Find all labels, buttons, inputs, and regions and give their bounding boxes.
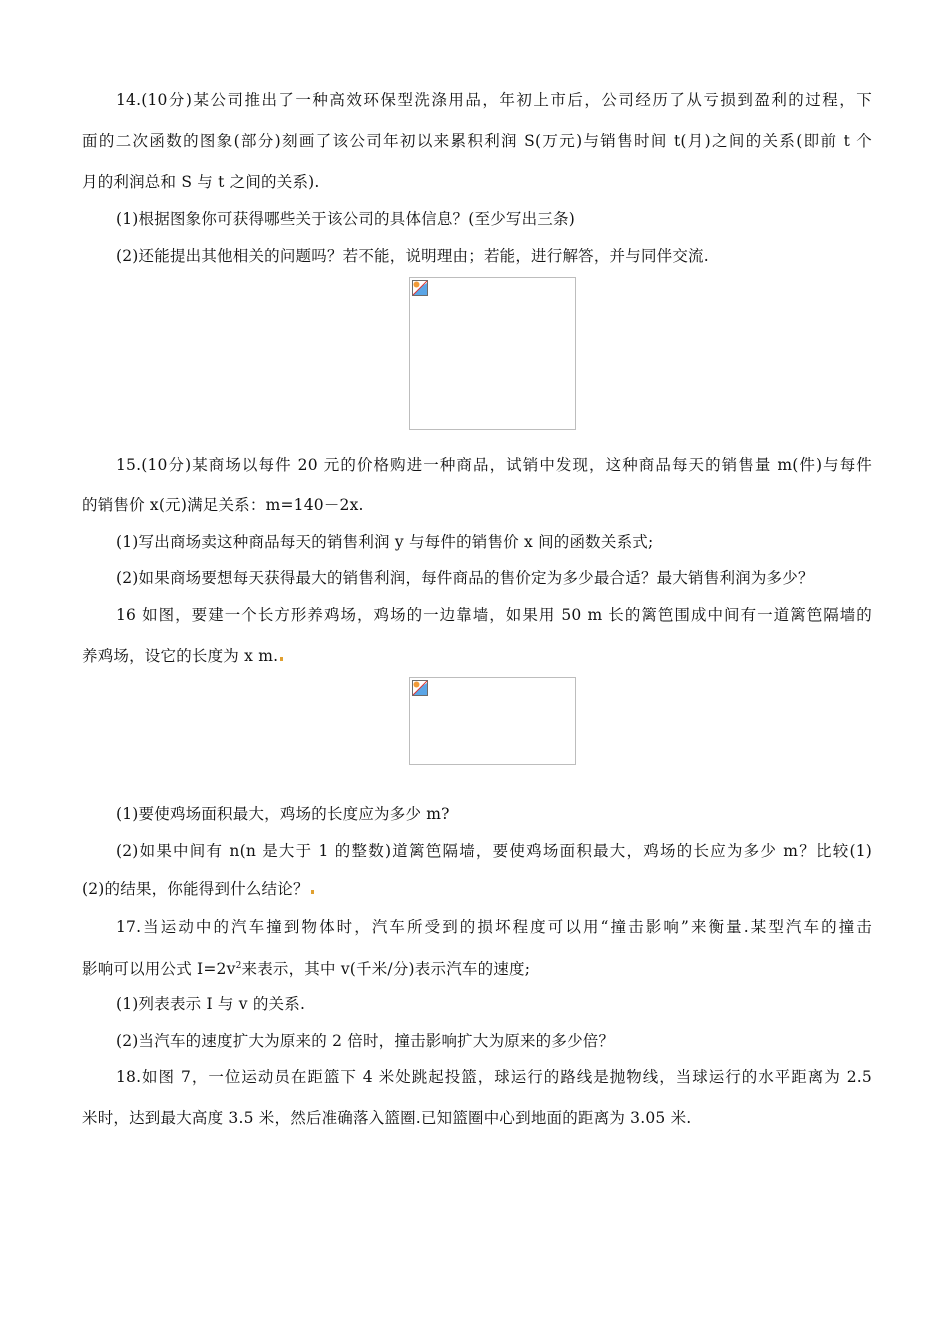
- q17-line-2: [82, 955, 872, 980]
- q17-line-1: 17.当运动中的汽车撞到物体时，汽车所受到的损坏程度可以用“撞击影响”来衡量.某型汽车的撞击: [116, 918, 872, 936]
- q15-line-2: 的销售价 x(元)满足关系：m=140－2x.: [82, 496, 364, 514]
- broken-image-icon: [412, 680, 428, 696]
- edit-mark: [280, 657, 283, 661]
- broken-image-icon: [412, 280, 428, 296]
- q14-line-1: 14.(10分)某公司推出了一种高效环保型洗涤用品，年初上市后，公司经历了从亏损到盈利的过程，下: [116, 91, 872, 109]
- q14-figure-placeholder: [409, 277, 576, 430]
- q14-line-3: 月的利润总和 S 与 t 之间的关系).: [82, 173, 320, 191]
- q16-sub-1: (1)要使鸡场面积最大，鸡场的长度应为多少 m?: [116, 805, 450, 823]
- q14-sub-2: (2)还能提出其他相关的问题吗？若不能，说明理由；若能，进行解答，并与同伴交流.: [116, 247, 709, 265]
- q16-line-1: 16 如图，要建一个长方形养鸡场，鸡场的一边靠墙，如果用 50 m 长的篱笆围成中间有一道篱笆隔墙的: [116, 606, 872, 624]
- q16-line-2: [82, 645, 872, 667]
- q17-sub-1: (1)列表表示 I 与 v 的关系.: [116, 995, 306, 1013]
- q17-sub-2: (2)当汽车的速度扩大为原来的 2 倍时，撞击影响扩大为原来的多少倍？: [116, 1032, 615, 1050]
- q15-sub-1: (1)写出商场卖这种商品每天的销售利润 y 与每件的销售价 x 间的函数关系式;: [116, 533, 654, 551]
- q16-sub-2b: [82, 878, 872, 900]
- q15-line-1: 15.(10分)某商场以每件 20 元的价格购进一种商品，试销中发现，这种商品每天的销售量 m(件)与每件: [116, 456, 872, 474]
- q14-line-2: 面的二次函数的图象(部分)刻画了该公司年初以来累积利润 S(万元)与销售时间 t(月)之间的关系(即前 t 个: [82, 132, 872, 150]
- q14-sub-1: (1)根据图象你可获得哪些关于该公司的具体信息？(至少写出三条): [116, 210, 575, 228]
- q16-figure-placeholder: [409, 677, 576, 765]
- q15-sub-2: (2)如果商场要想每天获得最大的销售利润，每件商品的售价定为多少最合适？最大销售利润为多少？: [116, 569, 814, 587]
- q17-line-2-post: 来表示，其中 v(千米/分)表示汽车的速度;: [241, 960, 531, 979]
- edit-mark: [311, 890, 314, 894]
- q17-exponent: 2: [235, 961, 242, 971]
- q18-line-1: 18.如图 7，一位运动员在距篮下 4 米处跳起投篮，球运行的路线是抛物线，当球运行的水平距离为 2.5: [116, 1068, 872, 1086]
- q18-line-2: 米时，达到最大高度 3.5 米，然后准确落入篮圈.已知篮圈中心到地面的距离为 3.05 米.: [82, 1109, 692, 1127]
- q16-sub-2a: (2)如果中间有 n(n 是大于 1 的整数)道篱笆隔墙，要使鸡场面积最大，鸡场的长应为多少 m？比较(1): [116, 842, 872, 860]
- q16-line-2-text: 养鸡场，设它的长度为 x m.: [82, 647, 279, 665]
- q17-line-2-pre: 影响可以用公式 I=2v: [82, 960, 236, 979]
- q16-sub-2b-text: (2)的结果，你能得到什么结论？: [82, 880, 309, 898]
